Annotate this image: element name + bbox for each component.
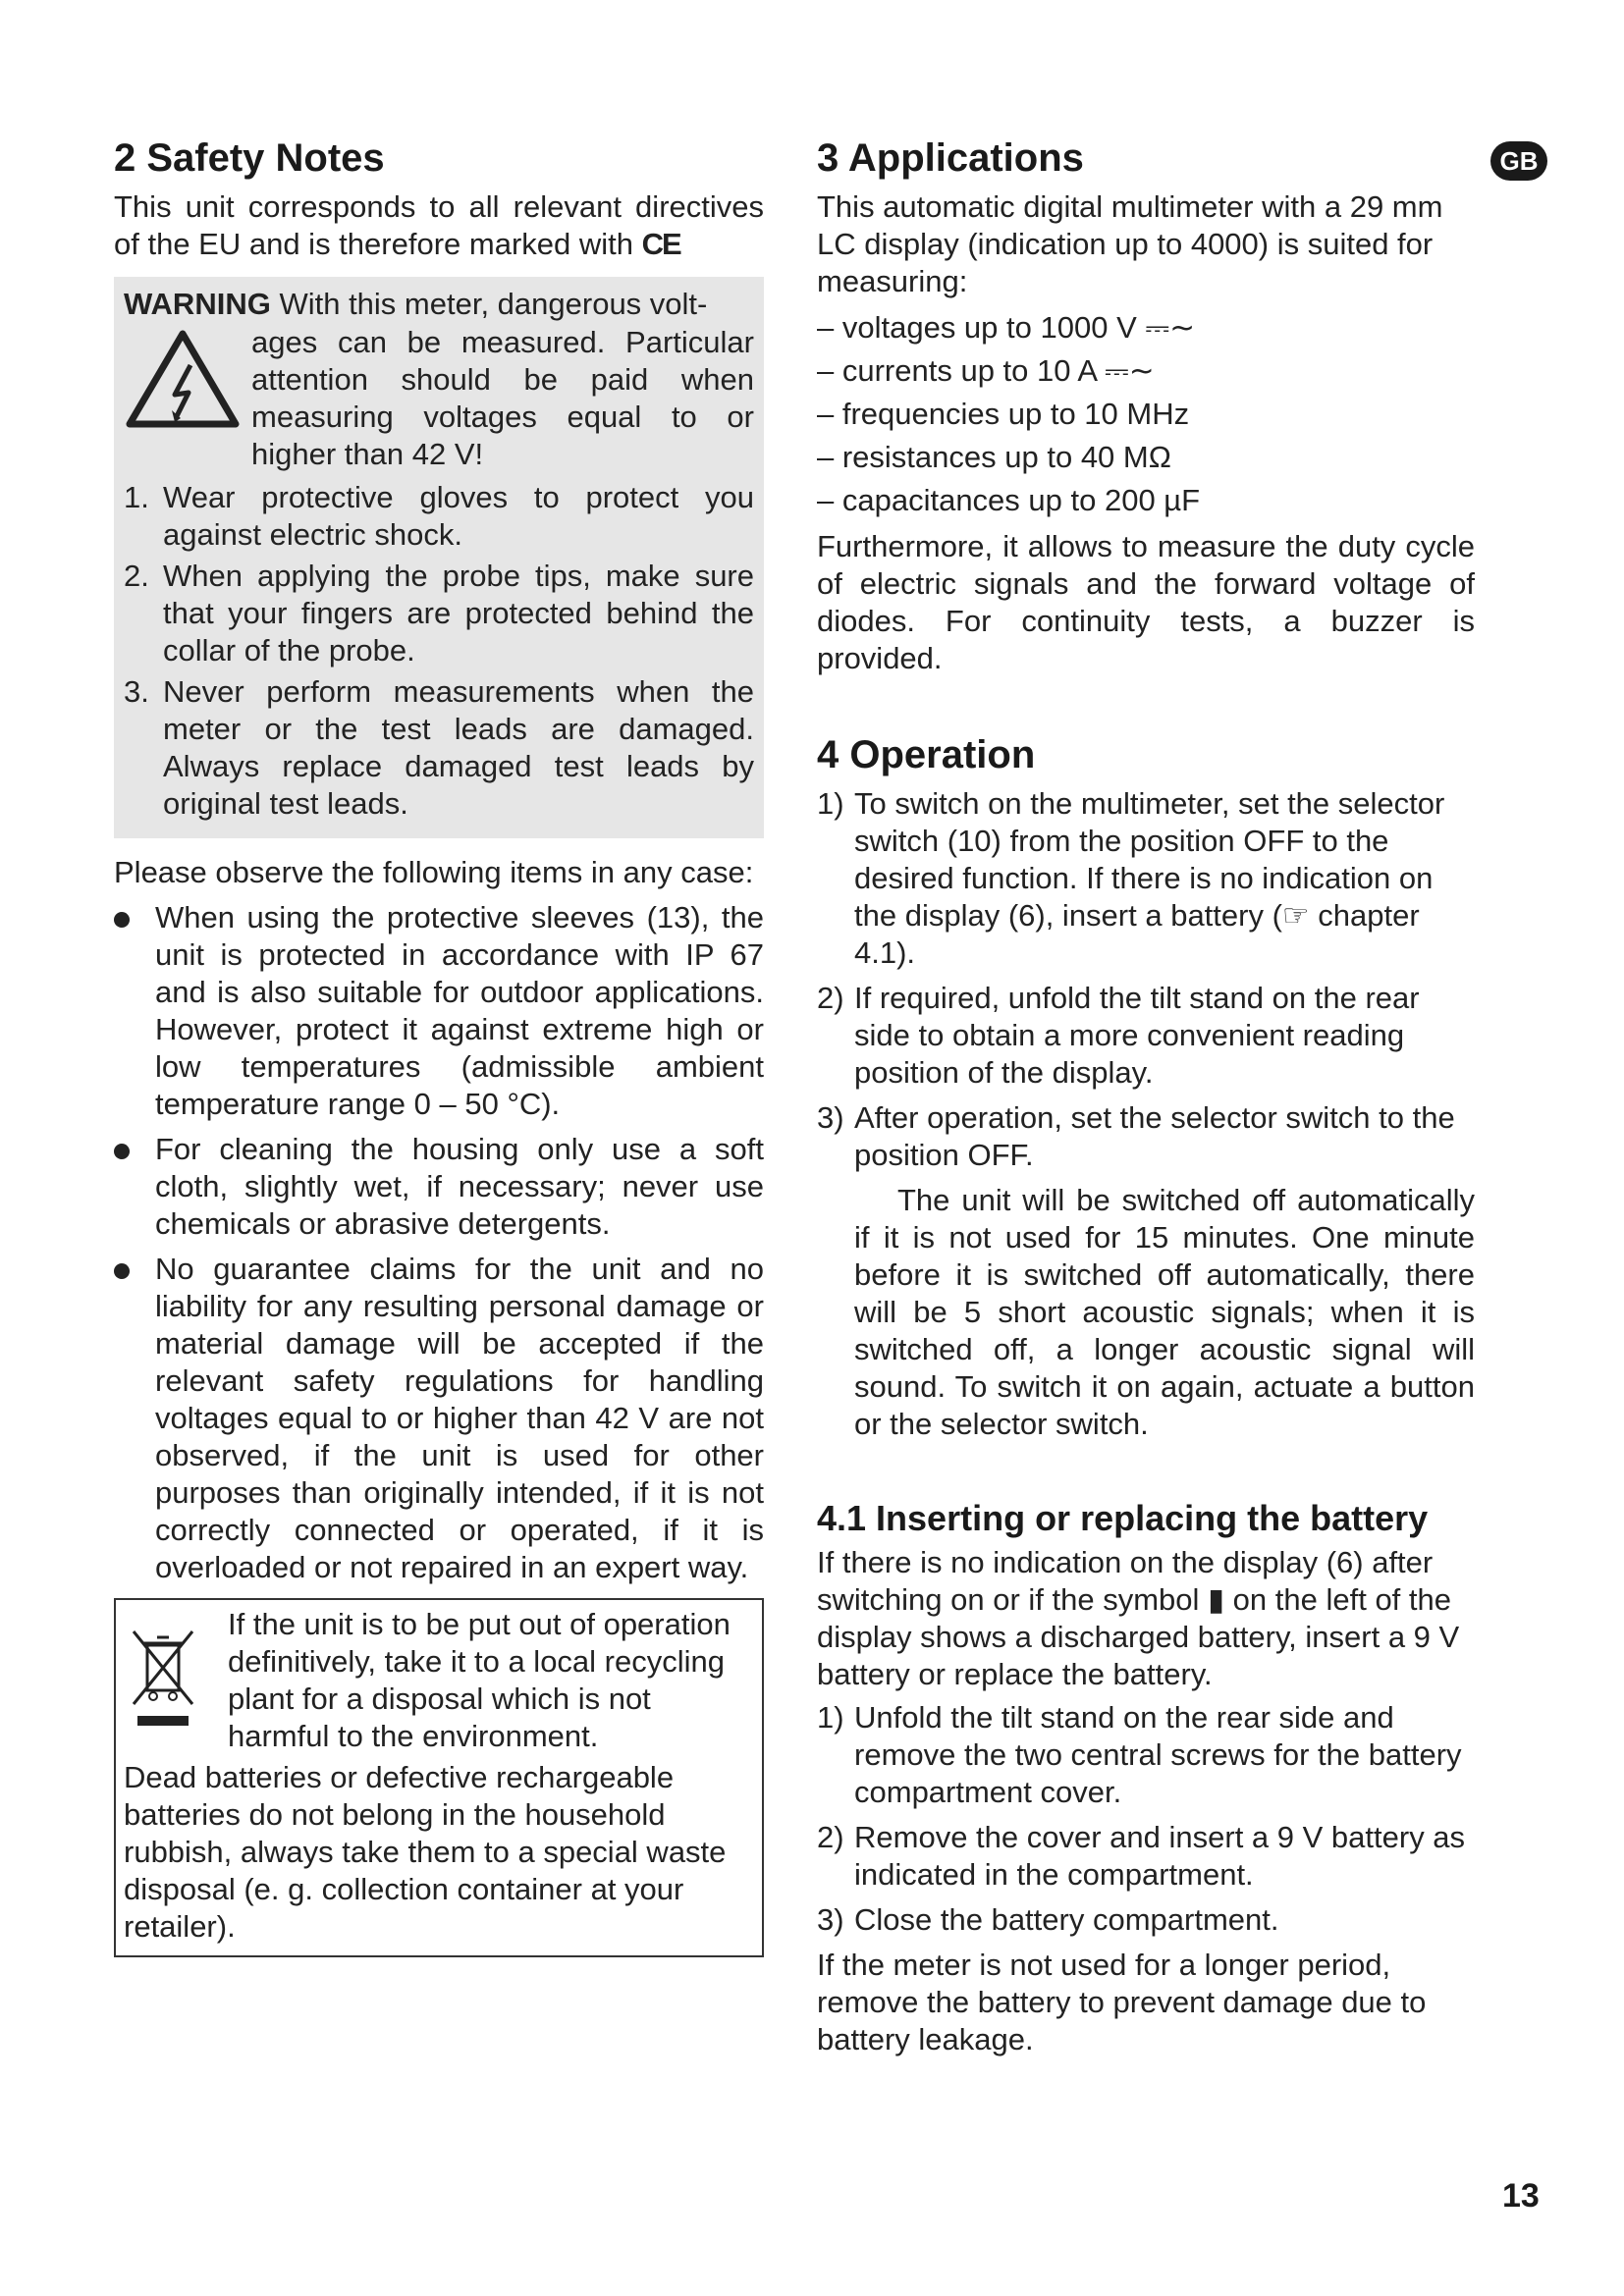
list-item: For cleaning the housing only use a soft cloth, slightly wet, if necessary; never use chemicals or abrasive detergents. bbox=[114, 1131, 764, 1243]
warning-first-line: With this meter, dangerous volt- bbox=[279, 287, 708, 321]
observe-text: Please observe the following items in any case: bbox=[114, 855, 754, 889]
page-number: 13 bbox=[1502, 2177, 1540, 2215]
right-column bbox=[817, 135, 1475, 2058]
list-item: When using the protective sleeves (13), the unit is protected in accordance with IP 67 and is also suitable for outdoor applications. However, protect it against extreme high or low temperatures (admissible ambient temperature range 0 – 50 °C). bbox=[114, 899, 764, 1123]
list-item: 3) After operation, set the selector switch to the position OFF. bbox=[817, 1100, 1455, 1172]
operation-heading: 4 Operation bbox=[817, 733, 1036, 776]
safety-heading: 2 Safety Notes bbox=[114, 136, 385, 180]
recycling-box bbox=[114, 1598, 764, 1957]
warning-header bbox=[124, 285, 754, 324]
battery-outro: If the meter is not used for a longer period, remove the battery to prevent damage due to battery leakage. bbox=[817, 1948, 1427, 2057]
high-voltage-warning-icon bbox=[124, 324, 251, 430]
list-item: 1) To switch on the multimeter, set the selector switch (10) from the position OFF to the desired function. If there is no indication on the display (6), insert a battery (☞ chapter 4.1). bbox=[817, 786, 1445, 970]
safety-intro bbox=[114, 188, 764, 263]
list-item: – frequencies up to 10 MHz bbox=[817, 397, 1190, 431]
list-item: No guarantee claims for the unit and no liability for any resulting personal damage or material damage will be accepted if the relevant safety regulations for handling voltages equal to or higher than 42 V are not observed, if the unit is used for other purposes than originally intended, if it is not correctly connected or operated, if it is overloaded or not repaired in an expert way. bbox=[114, 1251, 764, 1586]
battery-disposal-text: Dead batteries or defective rechargeable batteries do not belong in the household rubbish, always take them to a special waste disposal (e. g. collection container at your retailer). bbox=[124, 1760, 727, 1944]
operation-steps bbox=[817, 785, 1475, 1174]
warning-label: WARNING bbox=[124, 287, 271, 321]
auto-off-note: The unit will be switched off automatically if it is not used for 15 minutes. One minute before it is switched off automatically, there will be 5 short acoustic signals; when it is switched off, a longer acoustic signal will sound. To switch it on again, actuate a button or the selector switch. bbox=[854, 1183, 1475, 1441]
list-item: – currents up to 10 A ⎓∼ bbox=[817, 353, 1155, 388]
recycling-text: If the unit is to be put out of operation definitively, take it to a local recycling plant for a disposal which is not harmful to the environment. bbox=[228, 1607, 731, 1753]
ce-mark: CE bbox=[641, 227, 680, 261]
list-item: – voltages up to 1000 V ⎓∼ bbox=[817, 310, 1196, 345]
applications-intro: This automatic digital multimeter with a 29 mm LC display (indication up to 4000) is suited for measuring: bbox=[817, 189, 1443, 298]
list-item: – resistances up to 40 MΩ bbox=[817, 440, 1171, 474]
list-item: 3. Never perform measurements when the meter or the test leads are damaged. Always replace damaged test leads by original test leads. bbox=[124, 674, 754, 821]
list-item: 1. Wear protective gloves to protect you against electric shock. bbox=[124, 480, 754, 552]
crossed-bin-icon bbox=[124, 1606, 228, 1755]
safety-numbered-list bbox=[124, 479, 754, 823]
applications-heading: 3 Applications bbox=[817, 136, 1084, 180]
list-item: – capacitances up to 200 µF bbox=[817, 483, 1201, 517]
battery-heading: 4.1 Inserting or replacing the battery bbox=[817, 1498, 1429, 1538]
battery-steps bbox=[817, 1699, 1475, 1939]
warning-box bbox=[114, 277, 764, 838]
list-item: 2) Remove the cover and insert a 9 V battery as indicated in the compartment. bbox=[817, 1820, 1466, 1893]
list-item: 1) Unfold the tilt stand on the rear side and remove the two central screws for the battery compartment cover. bbox=[817, 1700, 1462, 1810]
safety-intro-text: This unit corresponds to all relevant directives of the EU and is therefore marked with bbox=[114, 189, 764, 261]
safety-bullet-list bbox=[114, 899, 764, 1586]
battery-intro: If there is no indication on the display (6) after switching on or if the symbol ▮ on the left of the display shows a discharged battery, insert a 9 V battery or replace the battery. bbox=[817, 1545, 1460, 1692]
list-item: 2) If required, unfold the tilt stand on the rear side to obtain a more convenient reading position of the display. bbox=[817, 981, 1420, 1090]
applications-list bbox=[817, 306, 1475, 522]
left-column bbox=[114, 135, 764, 1957]
list-item: 3) Close the battery compartment. bbox=[817, 1902, 1279, 1938]
list-item: 2. When applying the probe tips, make sure that your fingers are protected behind the collar of the probe. bbox=[124, 559, 754, 667]
warning-text: ages can be measured. Particular attention should be paid when measuring voltages equal to or higher than 42 V! bbox=[251, 325, 754, 471]
applications-outro: Furthermore, it allows to measure the duty cycle of electric signals and the forward voltage of diodes. For continuity tests, a buzzer is provided. bbox=[817, 529, 1475, 675]
language-badge: GB bbox=[1490, 141, 1547, 181]
